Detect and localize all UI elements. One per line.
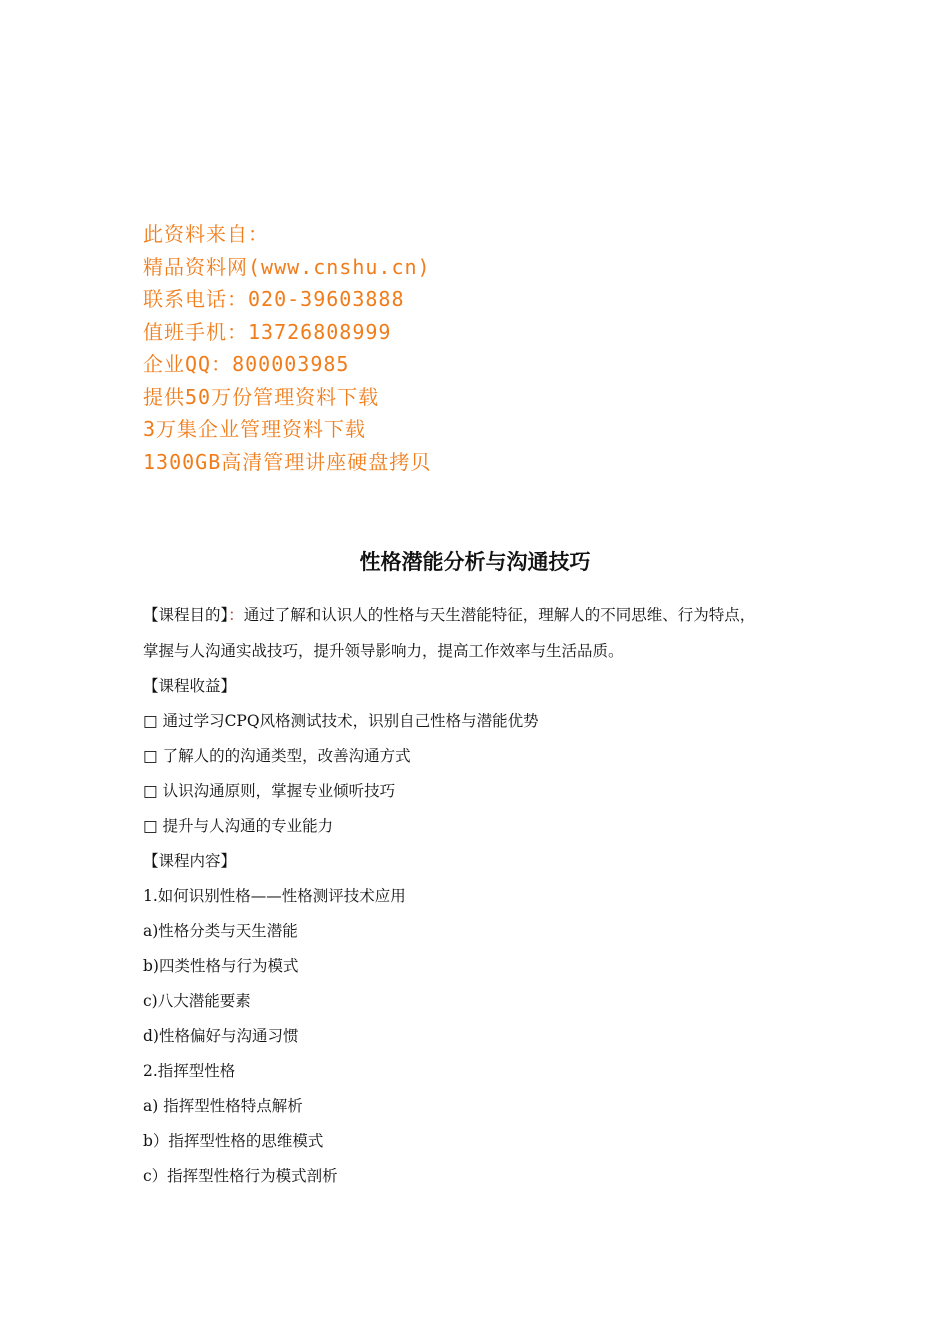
- source-line-phone: 联系电话：020-39603888: [143, 287, 405, 311]
- benefit-item: □ 通过学习CPQ风格测试技术，识别自己性格与潜能优势: [143, 712, 539, 730]
- source-line-offer-2: 3万集企业管理资料下载: [143, 417, 367, 441]
- source-line-website: 精品资料网(www.cnshu.cn): [143, 254, 431, 279]
- source-line-offer-3: 1300GB高清管理讲座硬盘拷贝: [143, 449, 432, 474]
- source-line-mobile: 值班手机：13726808999: [143, 319, 392, 344]
- content-item: 2.指挥型性格: [143, 1062, 236, 1080]
- benefits-header: 【课程收益】: [143, 677, 237, 695]
- content-item: c)八大潜能要素: [143, 992, 251, 1010]
- course-purpose-label: 【课程目的】: [143, 606, 229, 624]
- benefit-item: □ 了解人的的沟通类型，改善沟通方式: [143, 747, 411, 765]
- benefit-item: □ 认识沟通原则，掌握专业倾听技巧: [143, 782, 396, 800]
- content-item: b)四类性格与行为模式: [143, 957, 299, 975]
- content-header: 【课程内容】: [143, 852, 237, 870]
- content-item: c）指挥型性格行为模式剖析: [143, 1167, 338, 1185]
- source-line-qq: 企业QQ：800003985: [143, 352, 350, 376]
- content-item: b）指挥型性格的思维模式: [143, 1132, 324, 1150]
- source-line-offer-1: 提供50万份管理资料下载: [143, 384, 380, 409]
- document-title: 性格潜能分析与沟通技巧: [359, 550, 591, 574]
- document-body: [143, 597, 823, 1194]
- course-purpose-colon: ：: [228, 606, 244, 624]
- content-item: 1.如何识别性格——性格测评技术应用: [143, 887, 406, 905]
- course-purpose-text-1: 通过了解和认识人的性格与天生潜能特征，理解人的不同思维、行为特点，: [243, 606, 756, 624]
- benefit-item: □ 提升与人沟通的专业能力: [143, 817, 334, 835]
- content-item: a)性格分类与天生潜能: [143, 922, 298, 940]
- course-purpose-line-1: [143, 597, 823, 633]
- content-item: d)性格偏好与沟通习惯: [143, 1027, 299, 1045]
- source-info-block: [143, 218, 703, 478]
- content-item: a) 指挥型性格特点解析: [143, 1097, 303, 1115]
- course-purpose-line-2: 掌握与人沟通实战技巧，提升领导影响力，提高工作效率与生活品质。: [143, 642, 624, 660]
- source-line-origin: 此资料来自：: [143, 222, 269, 246]
